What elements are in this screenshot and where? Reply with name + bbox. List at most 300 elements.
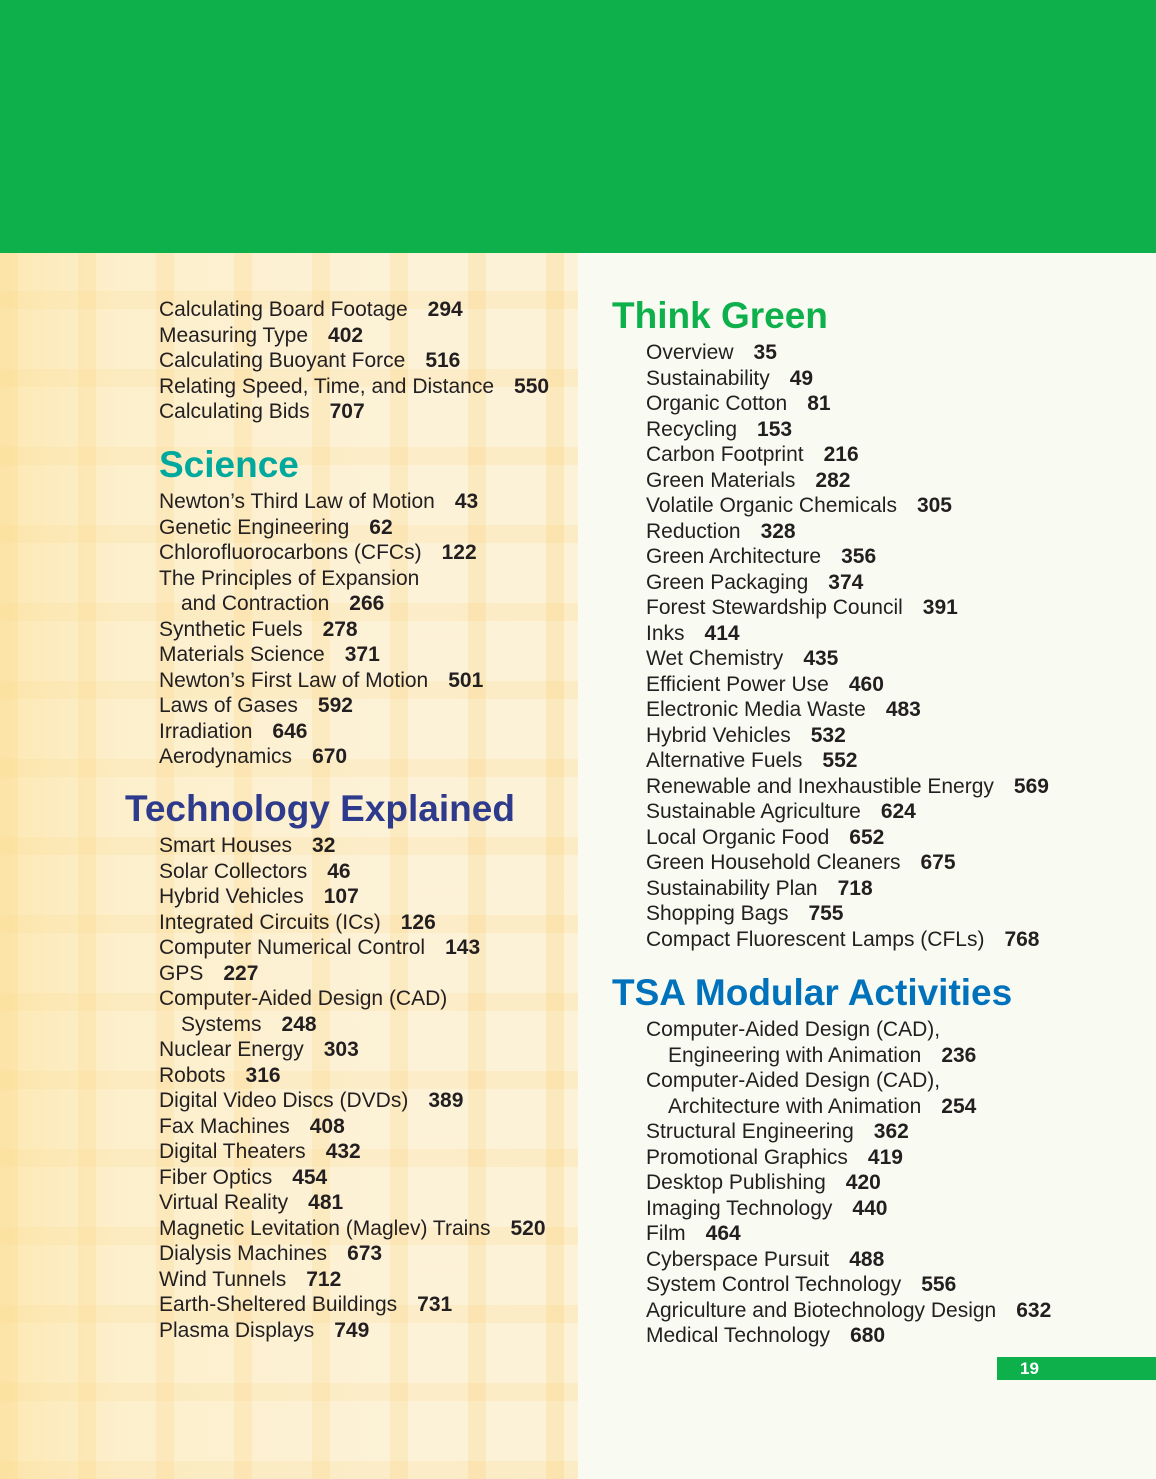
- entry-page-number: 248: [281, 1012, 317, 1036]
- index-entry: [159, 348, 549, 374]
- index-entry-line: [646, 366, 1049, 392]
- math-section: [159, 297, 549, 425]
- index-entry: [159, 540, 483, 566]
- index-entry: [159, 617, 483, 643]
- index-entry: [646, 595, 1049, 621]
- entry-page-number: 419: [867, 1145, 903, 1169]
- index-entry: [159, 642, 483, 668]
- entry-page-number: 46: [327, 859, 351, 883]
- index-entry: [159, 910, 546, 936]
- entry-label: Magnetic Levitation (Maglev) Trains: [159, 1216, 491, 1240]
- entry-page-number: 454: [292, 1165, 328, 1189]
- index-entry-line: [646, 697, 1049, 723]
- entry-page-number: 755: [808, 902, 844, 925]
- section-heading-tsa: TSA Modular Activities: [612, 972, 1013, 1013]
- entry-page-number: 550: [514, 374, 550, 398]
- entry-page-number: 435: [803, 647, 839, 670]
- index-entry-line: [159, 935, 546, 961]
- index-entry-line: [159, 1318, 546, 1344]
- index-entry: [646, 1298, 1051, 1324]
- entry-page-number: 420: [845, 1171, 881, 1194]
- entry-label: Agriculture and Biotechnology Design: [646, 1298, 997, 1322]
- entry-page-number: 673: [347, 1242, 383, 1265]
- index-entry-line: [646, 1017, 1051, 1043]
- index-entry-line: [646, 1221, 1051, 1247]
- index-entry-line: [159, 399, 549, 425]
- entry-page-number: 731: [417, 1293, 453, 1316]
- index-entry-line: [646, 493, 1049, 519]
- index-entry-line: [159, 1267, 546, 1293]
- tsa-list: [612, 1017, 1051, 1349]
- entry-page-number: 328: [760, 519, 796, 543]
- index-entry-line: [646, 442, 1049, 468]
- entry-page-number: 282: [815, 468, 851, 492]
- index-entry: [646, 340, 1049, 366]
- index-entry-line: [646, 1119, 1051, 1145]
- index-entry-line: [159, 884, 546, 910]
- index-entry: [646, 876, 1049, 902]
- index-entry-line: [159, 515, 483, 541]
- index-entry: [159, 884, 546, 910]
- entry-page-number: 126: [400, 910, 436, 934]
- entry-page-number: 556: [921, 1273, 957, 1296]
- index-entry-line: [646, 723, 1049, 749]
- index-entry: [646, 1170, 1051, 1196]
- entry-label: Virtual Reality: [159, 1191, 289, 1214]
- index-entry: [646, 519, 1049, 545]
- entry-label: Digital Theaters: [159, 1140, 306, 1163]
- index-entry-line: [646, 1323, 1051, 1349]
- entry-label: Computer-Aided Design (CAD),: [646, 1069, 941, 1092]
- entry-label: Inks: [646, 621, 685, 645]
- index-entry-line: [646, 850, 1049, 876]
- entry-page-number: 460: [848, 672, 884, 696]
- entry-page-number: 374: [828, 570, 864, 594]
- index-entry-continuation: [646, 1043, 1051, 1069]
- entry-label: Alternative Fuels: [646, 749, 803, 772]
- entry-label: Calculating Bids: [159, 400, 310, 423]
- index-entry: [159, 1318, 546, 1344]
- entry-page-number: 316: [245, 1063, 281, 1087]
- index-entry-line: [646, 825, 1049, 851]
- index-entry: [646, 1221, 1051, 1247]
- index-entry: [159, 859, 546, 885]
- index-entry-line: [646, 391, 1049, 417]
- index-entry-line: [159, 910, 546, 936]
- entry-page-number: 652: [849, 825, 885, 849]
- entry-page-number: 749: [334, 1318, 370, 1342]
- entry-page-number: 592: [317, 694, 353, 717]
- entry-label: Shopping Bags: [646, 902, 789, 925]
- index-entry: [159, 1037, 546, 1063]
- index-entry-line: [159, 540, 483, 566]
- index-entry-line: [646, 927, 1049, 953]
- index-entry: [159, 1216, 546, 1242]
- entry-label: Chlorofluorocarbons (CFCs): [159, 541, 422, 564]
- index-entry: [159, 1088, 546, 1114]
- index-entry-line: [159, 668, 483, 694]
- index-entry-line: [159, 1114, 546, 1140]
- index-entry-line: [646, 1196, 1051, 1222]
- entry-label: Desktop Publishing: [646, 1171, 826, 1194]
- index-entry: [646, 825, 1049, 851]
- entry-label: Compact Fluorescent Lamps (CFLs): [646, 927, 985, 951]
- entry-label: Wet Chemistry: [646, 647, 784, 670]
- index-entry: [159, 833, 546, 859]
- index-entry-line: [159, 833, 546, 859]
- index-entry-line: [646, 646, 1049, 672]
- entry-label: Film: [646, 1222, 686, 1245]
- entry-label: Plasma Displays: [159, 1318, 315, 1342]
- index-entry-line: [159, 617, 483, 643]
- entry-label: Dialysis Machines: [159, 1242, 328, 1265]
- index-entry-line: [159, 719, 483, 745]
- index-entry: [646, 1196, 1051, 1222]
- entry-label: Calculating Board Footage: [159, 298, 408, 321]
- index-entry-line: [159, 566, 483, 592]
- entry-label: Relating Speed, Time, and Distance: [159, 374, 495, 398]
- index-entry: [646, 646, 1049, 672]
- entry-label-continuation: Engineering with Animation: [668, 1043, 922, 1067]
- entry-page-number: 440: [852, 1196, 888, 1220]
- entry-label-continuation: Architecture with Animation: [668, 1094, 922, 1118]
- index-entry-line: [159, 374, 549, 400]
- entry-page-number: 391: [922, 596, 958, 619]
- index-entry-line: [159, 1241, 546, 1267]
- entry-label: Green Household Cleaners: [646, 851, 901, 874]
- entry-label: Recycling: [646, 417, 738, 441]
- entry-label: Measuring Type: [159, 323, 309, 347]
- entry-page-number: 532: [810, 723, 846, 747]
- entry-page-number: 236: [941, 1043, 977, 1067]
- index-entry: [159, 374, 549, 400]
- index-entry: [646, 621, 1049, 647]
- index-entry-line: [159, 297, 549, 323]
- index-entry-line: [159, 1165, 546, 1191]
- index-entry: [159, 515, 483, 541]
- index-entry: [159, 1165, 546, 1191]
- index-entry-line: [646, 799, 1049, 825]
- entry-label: Local Organic Food: [646, 825, 830, 849]
- entry-page-number: 501: [448, 668, 484, 692]
- entry-page-number: 520: [510, 1216, 546, 1240]
- science-section: [159, 443, 483, 770]
- entry-page-number: 768: [1004, 927, 1040, 951]
- index-entry: [646, 468, 1049, 494]
- math-list: [159, 297, 549, 425]
- entry-label: Smart Houses: [159, 834, 293, 857]
- index-entry: [646, 1323, 1051, 1349]
- index-entry-line: [159, 348, 549, 374]
- index-entry: [646, 1068, 1051, 1119]
- entry-label: Reduction: [646, 519, 741, 543]
- index-entry: [646, 927, 1049, 953]
- science-list: [159, 489, 483, 770]
- index-entry: [159, 1241, 546, 1267]
- section-heading-science: Science: [159, 444, 299, 485]
- entry-label: Integrated Circuits (ICs): [159, 910, 381, 934]
- entry-label: Computer-Aided Design (CAD): [159, 987, 448, 1010]
- entry-label: Computer-Aided Design (CAD),: [646, 1018, 941, 1041]
- entry-label: Newton’s Third Law of Motion: [159, 490, 435, 513]
- index-entry-line: [159, 1292, 546, 1318]
- entry-label: Nuclear Energy: [159, 1038, 304, 1061]
- index-entry-continuation: [646, 1094, 1051, 1120]
- entry-label: Irradiation: [159, 719, 253, 743]
- entry-page-number: 254: [941, 1094, 977, 1118]
- index-entry-line: [646, 570, 1049, 596]
- entry-page-number: 49: [789, 366, 814, 390]
- index-entry: [646, 672, 1049, 698]
- entry-page-number: 624: [880, 800, 916, 823]
- entry-label: Medical Technology: [646, 1324, 831, 1347]
- index-entry: [159, 1292, 546, 1318]
- entry-page-number: 646: [272, 719, 308, 743]
- entry-label: Volatile Organic Chemicals: [646, 494, 897, 517]
- index-entry-line: [159, 1063, 546, 1089]
- entry-page-number: 35: [753, 341, 777, 364]
- entry-page-number: 303: [323, 1038, 359, 1061]
- entry-label-continuation: and Contraction: [181, 592, 330, 615]
- entry-label: Imaging Technology: [646, 1196, 833, 1220]
- section-heading-technology: Technology Explained: [125, 788, 515, 829]
- entry-page-number: 227: [223, 961, 259, 985]
- entry-label: Electronic Media Waste: [646, 698, 866, 721]
- index-entry: [159, 935, 546, 961]
- index-entry-line: [646, 876, 1049, 902]
- entry-page-number: 107: [323, 885, 359, 908]
- index-entry-continuation: [159, 1012, 546, 1038]
- entry-page-number: 670: [312, 745, 348, 768]
- entry-page-number: 305: [916, 494, 952, 517]
- index-entry-line: [159, 1037, 546, 1063]
- entry-page-number: 43: [454, 490, 479, 513]
- entry-page-number: 371: [344, 643, 380, 666]
- index-entry: [159, 744, 483, 770]
- entry-page-number: 143: [445, 936, 481, 959]
- entry-label: Organic Cotton: [646, 392, 788, 415]
- entry-page-number: 294: [427, 298, 463, 321]
- page-number: 19: [1020, 1359, 1039, 1378]
- index-entry: [646, 748, 1049, 774]
- index-entry-line: [646, 340, 1049, 366]
- index-entry-line: [159, 693, 483, 719]
- entry-label: Materials Science: [159, 643, 325, 666]
- entry-label: Digital Video Discs (DVDs): [159, 1089, 409, 1112]
- index-entry-line: [159, 642, 483, 668]
- technology-list: [125, 833, 546, 1343]
- index-entry: [646, 901, 1049, 927]
- index-entry: [646, 1272, 1051, 1298]
- entry-page-number: 389: [428, 1089, 464, 1112]
- index-entry: [159, 986, 546, 1037]
- index-entry-line: [646, 595, 1049, 621]
- index-entry-line: [159, 1088, 546, 1114]
- index-entry: [646, 570, 1049, 596]
- tsa-section: [612, 971, 1051, 1349]
- entry-label: Genetic Engineering: [159, 515, 350, 539]
- entry-page-number: 552: [822, 749, 858, 772]
- entry-label: Sustainability Plan: [646, 876, 818, 900]
- index-entry: [159, 1114, 546, 1140]
- entry-page-number: 414: [704, 621, 740, 645]
- entry-label: Laws of Gases: [159, 694, 298, 717]
- index-entry-line: [159, 1139, 546, 1165]
- index-entry-line: [159, 961, 546, 987]
- index-entry: [159, 961, 546, 987]
- entry-label: Fax Machines: [159, 1114, 290, 1138]
- entry-label: Hybrid Vehicles: [646, 723, 791, 747]
- technology-section: [125, 787, 546, 1343]
- index-entry: [646, 774, 1049, 800]
- index-entry-line: [646, 1272, 1051, 1298]
- index-entry: [646, 442, 1049, 468]
- entry-label: Robots: [159, 1063, 226, 1087]
- index-entry-line: [646, 672, 1049, 698]
- entry-label: Carbon Footprint: [646, 443, 804, 466]
- index-entry-line: [159, 859, 546, 885]
- entry-page-number: 278: [322, 617, 358, 641]
- index-entry: [646, 1017, 1051, 1068]
- entry-label: Overview: [646, 341, 734, 364]
- entry-label: Synthetic Fuels: [159, 617, 303, 641]
- entry-page-number: 675: [920, 851, 956, 874]
- index-entry: [646, 697, 1049, 723]
- entry-label: Computer Numerical Control: [159, 936, 426, 959]
- index-entry: [646, 366, 1049, 392]
- index-entry-line: [159, 1190, 546, 1216]
- index-entry: [159, 668, 483, 694]
- entry-label: Fiber Optics: [159, 1165, 273, 1189]
- index-entry: [159, 1190, 546, 1216]
- entry-page-number: 356: [841, 545, 877, 568]
- entry-label: The Principles of Expansion: [159, 566, 420, 590]
- entry-label: Aerodynamics: [159, 745, 293, 768]
- entry-label: Hybrid Vehicles: [159, 885, 304, 908]
- entry-page-number: 402: [328, 323, 364, 347]
- index-entry: [159, 1267, 546, 1293]
- entry-page-number: 81: [807, 392, 831, 415]
- index-entry: [646, 1145, 1051, 1171]
- index-entry-line: [646, 468, 1049, 494]
- entry-page-number: 153: [757, 417, 793, 441]
- entry-page-number: 632: [1016, 1298, 1052, 1322]
- index-entry-line: [646, 774, 1049, 800]
- entry-page-number: 483: [885, 698, 921, 721]
- think-green-section: [612, 294, 1049, 952]
- entry-label: System Control Technology: [646, 1273, 902, 1296]
- index-entry: [646, 723, 1049, 749]
- index-entry-line: [159, 489, 483, 515]
- section-heading-think-green: Think Green: [612, 295, 828, 336]
- think-green-list: [612, 340, 1049, 952]
- entry-page-number: 32: [312, 834, 336, 857]
- index-entry: [159, 1063, 546, 1089]
- entry-page-number: 680: [850, 1324, 886, 1347]
- entry-label: Sustainability: [646, 366, 770, 390]
- entry-label: Renewable and Inexhaustible Energy: [646, 774, 994, 798]
- entry-label: Sustainable Agriculture: [646, 800, 861, 823]
- entry-page-number: 266: [349, 592, 385, 615]
- entry-page-number: 62: [369, 515, 393, 539]
- entry-page-number: 488: [849, 1247, 885, 1271]
- index-entry-line: [646, 748, 1049, 774]
- index-entry: [159, 489, 483, 515]
- entry-label: Cyberspace Pursuit: [646, 1247, 830, 1271]
- index-entry: [646, 544, 1049, 570]
- entry-page-number: 712: [306, 1267, 342, 1291]
- entry-label: Newton’s First Law of Motion: [159, 668, 429, 692]
- index-entry: [646, 799, 1049, 825]
- index-entry: [646, 417, 1049, 443]
- index-entry-line: [646, 1145, 1051, 1171]
- index-entry-line: [646, 417, 1049, 443]
- index-entry-line: [159, 744, 483, 770]
- entry-label: Structural Engineering: [646, 1120, 854, 1143]
- entry-label: Forest Stewardship Council: [646, 596, 903, 619]
- index-entry: [159, 719, 483, 745]
- entry-page-number: 216: [823, 443, 859, 466]
- index-entry: [646, 493, 1049, 519]
- index-entry-line: [646, 544, 1049, 570]
- entry-label: Green Packaging: [646, 570, 809, 594]
- index-entry-line: [646, 1170, 1051, 1196]
- entry-page-number: 362: [873, 1120, 909, 1143]
- index-entry-line: [646, 519, 1049, 545]
- entry-page-number: 569: [1013, 774, 1049, 798]
- index-entry-continuation: [159, 591, 483, 617]
- index-entry-line: [646, 901, 1049, 927]
- entry-page-number: 408: [309, 1114, 345, 1138]
- entry-page-number: 481: [308, 1191, 344, 1214]
- index-entry: [159, 323, 549, 349]
- index-entry: [646, 391, 1049, 417]
- entry-page-number: 122: [441, 541, 477, 564]
- entry-label: Promotional Graphics: [646, 1145, 848, 1169]
- entry-label: Green Materials: [646, 468, 796, 492]
- header-band: [0, 0, 1156, 253]
- entry-page-number: 464: [705, 1222, 741, 1245]
- index-entry: [646, 1247, 1051, 1273]
- index-entry: [159, 1139, 546, 1165]
- index-entry: [159, 399, 549, 425]
- entry-label: Earth-Sheltered Buildings: [159, 1293, 398, 1316]
- index-entry-line: [646, 1298, 1051, 1324]
- page-number-tab: [997, 1357, 1156, 1380]
- index-entry: [646, 1119, 1051, 1145]
- entry-label: Calculating Buoyant Force: [159, 349, 406, 372]
- index-entry-line: [646, 1068, 1051, 1094]
- entry-page-number: 516: [425, 349, 461, 372]
- entry-label: GPS: [159, 961, 204, 985]
- entry-label: Solar Collectors: [159, 859, 308, 883]
- entry-page-number: 432: [325, 1140, 361, 1163]
- index-entry: [159, 566, 483, 617]
- index-entry-line: [646, 621, 1049, 647]
- index-entry-line: [159, 986, 546, 1012]
- index-entry-line: [646, 1247, 1051, 1273]
- index-entry: [159, 693, 483, 719]
- entry-label: Efficient Power Use: [646, 672, 829, 696]
- entry-page-number: 707: [329, 400, 365, 423]
- index-entry-line: [159, 323, 549, 349]
- entry-page-number: 718: [837, 876, 873, 900]
- entry-label: Green Architecture: [646, 545, 822, 568]
- index-entry: [159, 297, 549, 323]
- index-entry-line: [159, 1216, 546, 1242]
- entry-label: Wind Tunnels: [159, 1267, 287, 1291]
- index-entry: [646, 850, 1049, 876]
